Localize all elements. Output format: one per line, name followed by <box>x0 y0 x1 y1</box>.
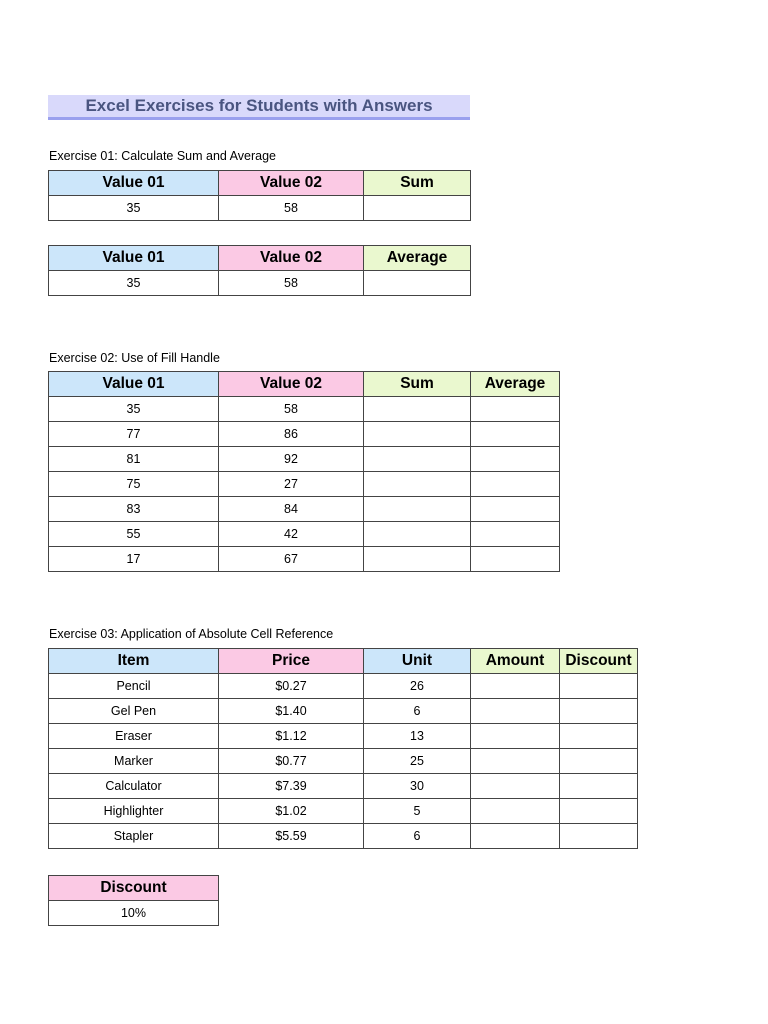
cell-average[interactable] <box>471 472 560 497</box>
cell-unit[interactable]: 6 <box>364 824 471 849</box>
header-value-01[interactable]: Value 01 <box>49 372 219 397</box>
cell-value-01[interactable]: 35 <box>49 271 219 296</box>
cell-discount[interactable] <box>560 674 638 699</box>
cell-amount[interactable] <box>471 724 560 749</box>
page-title: Excel Exercises for Students with Answers <box>48 95 470 120</box>
cell-unit[interactable]: 25 <box>364 749 471 774</box>
cell-discount[interactable] <box>560 699 638 724</box>
cell-value-02[interactable]: 86 <box>219 422 364 447</box>
cell-sum[interactable] <box>364 547 471 572</box>
cell-discount-rate[interactable]: 10% <box>49 901 219 926</box>
cell-sum[interactable] <box>364 447 471 472</box>
cell-value-01[interactable]: 35 <box>49 397 219 422</box>
cell-sum[interactable] <box>364 397 471 422</box>
cell-sum[interactable] <box>364 497 471 522</box>
cell-item[interactable]: Pencil <box>49 674 219 699</box>
table-row <box>49 699 638 724</box>
cell-price[interactable]: $1.12 <box>219 724 364 749</box>
cell-amount[interactable] <box>471 799 560 824</box>
cell-discount[interactable] <box>560 799 638 824</box>
table-row <box>49 397 560 422</box>
table-row <box>49 547 560 572</box>
header-value-02[interactable]: Value 02 <box>219 171 364 196</box>
cell-value-02[interactable]: 92 <box>219 447 364 472</box>
cell-sum[interactable] <box>364 522 471 547</box>
cell-average[interactable] <box>471 547 560 572</box>
cell-value-02[interactable]: 58 <box>219 271 364 296</box>
cell-average[interactable] <box>471 447 560 472</box>
exercise-01-caption: Exercise 01: Calculate Sum and Average <box>49 149 276 163</box>
cell-item[interactable]: Highlighter <box>49 799 219 824</box>
cell-unit[interactable]: 30 <box>364 774 471 799</box>
exercise-03-caption: Exercise 03: Application of Absolute Cell Reference <box>49 627 334 641</box>
header-value-01[interactable]: Value 01 <box>49 171 219 196</box>
table-row <box>49 674 638 699</box>
cell-discount[interactable] <box>560 774 638 799</box>
cell-unit[interactable]: 26 <box>364 674 471 699</box>
header-discount[interactable]: Discount <box>560 649 638 674</box>
header-discount-rate[interactable]: Discount <box>49 876 219 901</box>
table-row <box>49 472 560 497</box>
cell-value-01[interactable]: 75 <box>49 472 219 497</box>
cell-amount[interactable] <box>471 674 560 699</box>
cell-value-02[interactable]: 42 <box>219 522 364 547</box>
cell-value-02[interactable]: 27 <box>219 472 364 497</box>
cell-average[interactable] <box>471 397 560 422</box>
cell-price[interactable]: $7.39 <box>219 774 364 799</box>
cell-item[interactable]: Stapler <box>49 824 219 849</box>
table-row <box>49 724 638 749</box>
header-item[interactable]: Item <box>49 649 219 674</box>
exercise-01-average-table <box>48 245 471 296</box>
header-value-02[interactable]: Value 02 <box>219 246 364 271</box>
cell-unit[interactable]: 13 <box>364 724 471 749</box>
discount-rate-table <box>48 875 219 926</box>
cell-value-01[interactable]: 35 <box>49 196 219 221</box>
cell-item[interactable]: Gel Pen <box>49 699 219 724</box>
header-unit[interactable]: Unit <box>364 649 471 674</box>
header-amount[interactable]: Amount <box>471 649 560 674</box>
cell-amount[interactable] <box>471 699 560 724</box>
header-average[interactable]: Average <box>364 246 471 271</box>
cell-value-01[interactable]: 55 <box>49 522 219 547</box>
cell-unit[interactable]: 6 <box>364 699 471 724</box>
cell-sum[interactable] <box>364 196 471 221</box>
exercise-01-sum-table <box>48 170 471 221</box>
cell-amount[interactable] <box>471 774 560 799</box>
cell-item[interactable]: Marker <box>49 749 219 774</box>
table-row <box>49 774 638 799</box>
header-sum[interactable]: Sum <box>364 372 471 397</box>
cell-price[interactable]: $1.02 <box>219 799 364 824</box>
cell-discount[interactable] <box>560 824 638 849</box>
cell-value-02[interactable]: 67 <box>219 547 364 572</box>
exercise-02-table <box>48 371 560 572</box>
cell-price[interactable]: $1.40 <box>219 699 364 724</box>
cell-sum[interactable] <box>364 472 471 497</box>
cell-price[interactable]: $0.77 <box>219 749 364 774</box>
header-average[interactable]: Average <box>471 372 560 397</box>
cell-value-01[interactable]: 83 <box>49 497 219 522</box>
header-value-02[interactable]: Value 02 <box>219 372 364 397</box>
table-row <box>49 799 638 824</box>
cell-average[interactable] <box>471 422 560 447</box>
cell-price[interactable]: $0.27 <box>219 674 364 699</box>
table-row <box>49 497 560 522</box>
cell-item[interactable]: Calculator <box>49 774 219 799</box>
cell-discount[interactable] <box>560 724 638 749</box>
cell-average[interactable] <box>471 522 560 547</box>
table-row <box>49 749 638 774</box>
cell-value-02[interactable]: 58 <box>219 196 364 221</box>
cell-amount[interactable] <box>471 824 560 849</box>
exercise-03-table <box>48 648 638 849</box>
table-row <box>49 824 638 849</box>
cell-item[interactable]: Eraser <box>49 724 219 749</box>
cell-average[interactable] <box>364 271 471 296</box>
cell-value-01[interactable]: 77 <box>49 422 219 447</box>
cell-sum[interactable] <box>364 422 471 447</box>
cell-value-02[interactable]: 84 <box>219 497 364 522</box>
cell-discount[interactable] <box>560 749 638 774</box>
header-sum[interactable]: Sum <box>364 171 471 196</box>
table-row <box>49 447 560 472</box>
cell-amount[interactable] <box>471 749 560 774</box>
table-row <box>49 422 560 447</box>
cell-unit[interactable]: 5 <box>364 799 471 824</box>
table-row <box>49 522 560 547</box>
cell-average[interactable] <box>471 497 560 522</box>
cell-value-01[interactable]: 17 <box>49 547 219 572</box>
header-price[interactable]: Price <box>219 649 364 674</box>
header-value-01[interactable]: Value 01 <box>49 246 219 271</box>
cell-value-01[interactable]: 81 <box>49 447 219 472</box>
exercise-02-caption: Exercise 02: Use of Fill Handle <box>49 351 220 365</box>
cell-price[interactable]: $5.59 <box>219 824 364 849</box>
cell-value-02[interactable]: 58 <box>219 397 364 422</box>
